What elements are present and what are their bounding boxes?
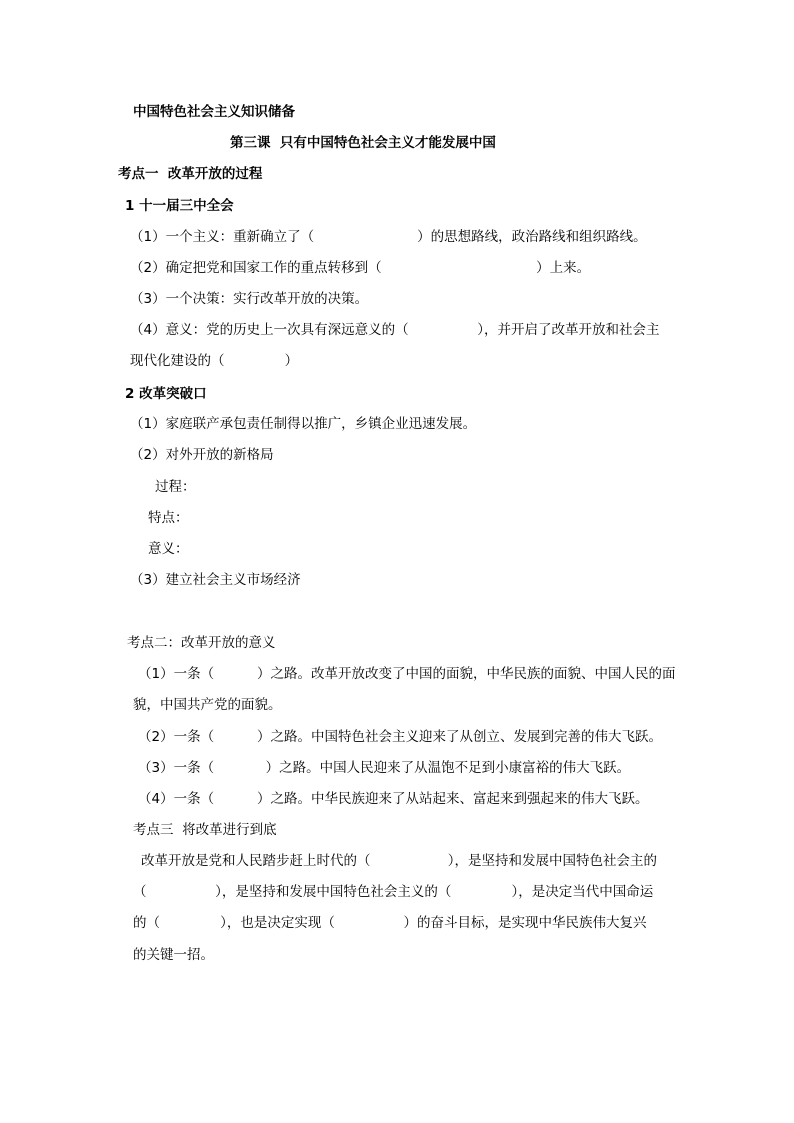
section1-heading: 考点一 改革开放的过程 [118,166,263,182]
sub1-item: （1）一个主义：重新确立了（ ）的思想路线，政治路线和组织路线。 [130,229,647,245]
section2-item: 貌，中国共产党的面貌。 [133,697,282,713]
section2-heading: 考点二：改革开放的意义 [127,635,276,651]
sub2-item: 过程： [155,479,196,495]
section2-item: （4）一条（ ）之路。中华民族迎来了从站起来、富起来到强起来的伟大飞跃。 [138,791,649,807]
section2-item: （1）一条（ ）之路。改革开放改变了中国的面貌，中华民族的面貌、中国人民的面 [138,666,676,682]
sub2-heading: 2 改革突破口 [125,386,207,402]
section3-paragraph-line: 改革开放是党和人民踏步赶上时代的（ ），是坚持和发展中国特色社会主的 [141,853,657,869]
section3-paragraph-line: 的（ ），也是决定实现（ ）的奋斗目标，是实现中华民族伟大复兴 [133,915,647,931]
sub2-item: 特点： [148,510,189,526]
sub2-item: 意义： [148,541,189,557]
sub2-item: （1）家庭联产承包责任制得以推广，乡镇企业迅速发展。 [130,416,477,432]
sub1-heading: 1 十一届三中全会 [125,198,234,214]
section2-item: （3）一条（ ）之路。中国人民迎来了从温饱不足到小康富裕的伟大飞跃。 [138,760,631,776]
lesson-title: 第三课 只有中国特色社会主义才能发展中国 [230,135,496,151]
sub1-item: （4）意义：党的历史上一次具有深远意义的（ ），并开启了改革开放和社会主 [130,322,660,338]
sub1-item: （3）一个决策：实行改革开放的决策。 [130,291,369,307]
sub1-item: 现代化建设的（ ） [130,353,299,369]
section3-paragraph-line: （ ），是坚持和发展中国特色社会主义的（ ），是决定当代中国命运 [133,884,654,900]
sub2-item: （2）对外开放的新格局 [130,447,274,463]
section3-heading: 考点三 将改革进行到底 [133,822,277,838]
section3-paragraph-line: 的关键一招。 [133,947,214,963]
sub2-item: （3）建立社会主义市场经济 [130,572,301,588]
section2-item: （2）一条（ ）之路。中国特色社会主义迎来了从创立、发展到完善的伟大飞跃。 [138,729,663,745]
sub1-item: （2）确定把党和国家工作的重点转移到（ ）上来。 [130,260,591,276]
doc-title: 中国特色社会主义知识储备 [133,104,295,120]
